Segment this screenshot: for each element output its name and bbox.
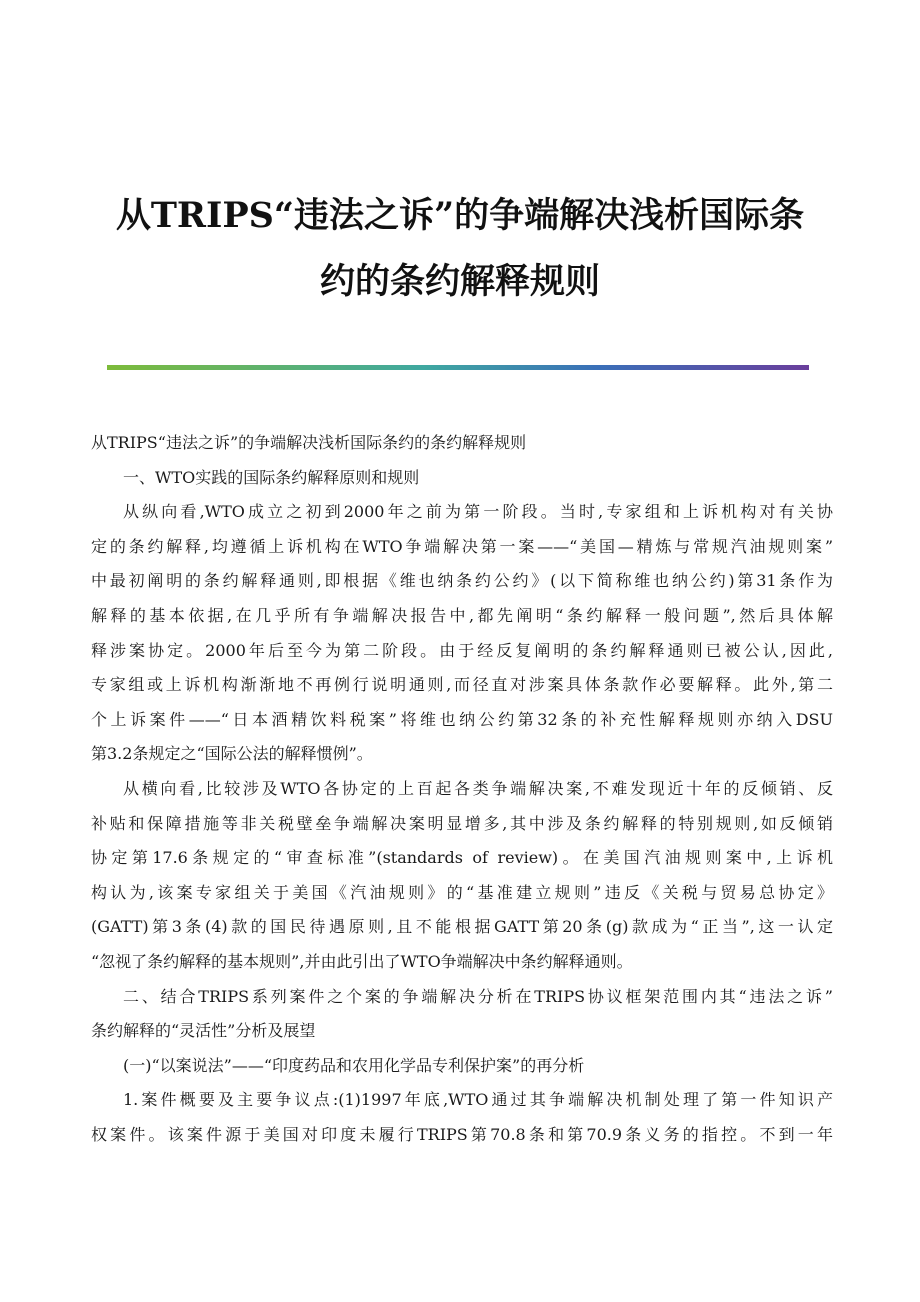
paragraph-line: 补贴和保障措施等非关税壁垒争端解决案明显增多,其中涉及条约解释的特别规则,如反倾销 bbox=[91, 813, 833, 833]
title-divider bbox=[107, 365, 809, 370]
paragraph-line: 定的条约解释,均遵循上诉机构在WTO争端解决第一案——“美国—精炼与常规汽油规则案” bbox=[91, 536, 833, 556]
paragraph-line: 专家组或上诉机构渐渐地不再例行说明通则,而径直对涉案具体条款作必要解释。此外,第二 bbox=[91, 675, 833, 695]
paragraph-line: 权案件。该案件源于美国对印度未履行TRIPS第70.8条和第70.9条义务的指控。不到一年 bbox=[91, 1124, 833, 1144]
paragraph-line: 协定第17.6条规定的“审查标准”(standards of review)。在美国汽油规则案中,上诉机 bbox=[91, 848, 833, 868]
section-heading-2: 二、结合TRIPS系列案件之个案的争端解决分析在TRIPS协议框架范围内其“违法之诉” bbox=[123, 986, 833, 1006]
subsection-heading: (一)“以案说法”——“印度药品和农用化学品专利保护案”的再分析 bbox=[123, 1055, 585, 1075]
paragraph-line: 解释的基本依据,在几乎所有争端解决报告中,都先阐明“条约解释一般问题”,然后具体解 bbox=[91, 605, 833, 625]
paragraph-line: 从纵向看,WTO成立之初到2000年之前为第一阶段。当时,专家组和上诉机构对有关协 bbox=[123, 502, 833, 522]
paragraph-line: (GATT)第3条(4)款的国民待遇原则,且不能根据GATT第20条(g)款成为“正当”,这一认定 bbox=[91, 917, 833, 937]
section-heading-1: 一、WTO实践的国际条约解释原则和规则 bbox=[123, 467, 420, 487]
paragraph-line: 1.案件概要及主要争议点:(1)1997年底,WTO通过其争端解决机制处理了第一件知识产 bbox=[123, 1090, 833, 1110]
paragraph-line: “忽视了条约解释的基本规则”,并由此引出了WTO争端解决中条约解释通则。 bbox=[91, 951, 633, 971]
document-title bbox=[0, 183, 920, 315]
paragraph-line: 释涉案协定。2000年后至今为第二阶段。由于经反复阐明的条约解释通则已被公认,因此, bbox=[91, 640, 833, 660]
document-title-line-2: 约的条约解释规则 bbox=[319, 261, 600, 302]
paragraph-line: 个上诉案件——“日本酒精饮料税案”将维也纳公约第32条的补充性解释规则亦纳入DSU bbox=[91, 709, 833, 729]
paragraph-line: 构认为,该案专家组关于美国《汽油规则》的“基准建立规则”违反《关税与贸易总协定》 bbox=[91, 882, 833, 902]
paragraph-line: 从横向看,比较涉及WTO各协定的上百起各类争端解决案,不难发现近十年的反倾销、反 bbox=[123, 778, 833, 798]
body-heading-repeat: 从TRIPS“违法之诉”的争端解决浅析国际条约的条约解释规则 bbox=[91, 433, 527, 452]
section-heading-2-cont: 条约解释的“灵活性”分析及展望 bbox=[91, 1021, 316, 1041]
document-body bbox=[91, 426, 833, 1152]
document-title-line-1: 从TRIPS“违法之诉”的争端解决浅析国际条 bbox=[115, 195, 805, 236]
paragraph-line: 第3.2条规定之“国际公法的解释惯例”。 bbox=[91, 744, 373, 764]
paragraph-line: 中最初阐明的条约解释通则,即根据《维也纳条约公约》(以下简称维也纳公约)第31条作为 bbox=[91, 571, 833, 591]
